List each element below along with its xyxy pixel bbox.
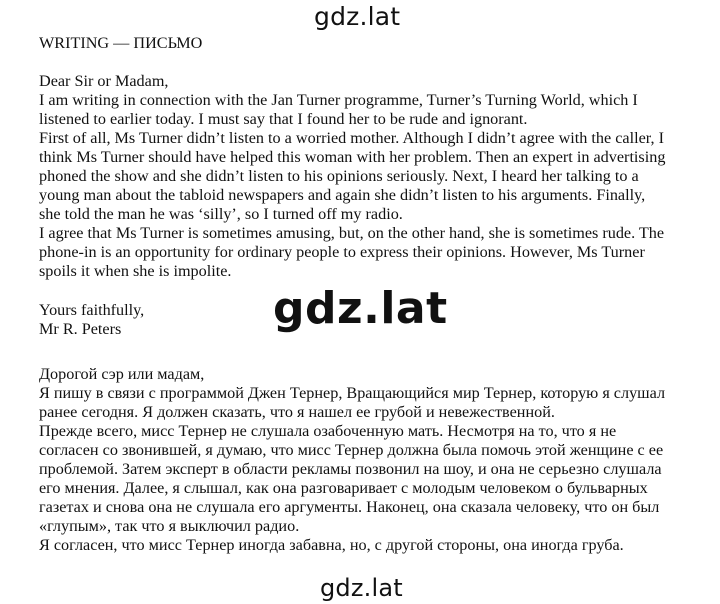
russian-line: Я пишу в связи с программой Джен Тернер, Вращающийся мир Тернер, которую я слушал: [39, 384, 666, 402]
english-line: spoils it when she is impolite.: [39, 262, 232, 280]
english-closing: Yours faithfully,: [39, 301, 145, 319]
russian-greeting: Дорогой сэр или мадам,: [39, 365, 205, 383]
watermark-middle: gdz.lat: [273, 283, 448, 334]
watermark-bottom: gdz.lat: [320, 574, 403, 602]
english-greeting: Dear Sir or Madam,: [39, 72, 169, 90]
english-line: she told the man he was ‘silly’, so I turned off my radio.: [39, 205, 403, 223]
russian-line: ранее сегодня. Я должен сказать, что я нашел ее грубой и невежественной.: [39, 403, 555, 421]
english-line: I agree that Ms Turner is sometimes amusing, but, on the other hand, she is sometimes rude. The: [39, 224, 665, 242]
english-line: listened to earlier today. I must say that I found her to be rude and ignorant.: [39, 110, 528, 128]
russian-line: Я согласен, что мисс Тернер иногда забавна, но, с другой стороны, она иногда груба.: [39, 536, 624, 554]
russian-line: проблемой. Затем эксперт в области рекламы позвонил на шоу, и она не серьезно слушала: [39, 460, 662, 478]
russian-line: газетах и снова она не слушала его аргументы. Наконец, она сказала человеку, что он был: [39, 498, 660, 516]
russian-line: Прежде всего, мисс Тернер не слушала озабоченную мать. Несмотря на то, что я не: [39, 422, 617, 440]
english-line: I am writing in connection with the Jan Turner programme, Turner’s Turning World, which I: [39, 91, 638, 109]
russian-line: согласен со звонившей, я думаю, что мисс Тернер должна была помочь этой женщине с ее: [39, 441, 664, 459]
english-line: First of all, Ms Turner didn’t listen to a worried mother. Although I didn’t agree with the caller, I: [39, 129, 665, 147]
english-line: phoned the show and she didn’t listen to his opinions seriously. Next, I heard her talking to a: [39, 167, 639, 185]
english-line: young man about the tabloid newspapers and again she didn’t listen to his arguments. Finally,: [39, 186, 646, 204]
english-signature: Mr R. Peters: [39, 320, 122, 338]
watermark-top: gdz.lat: [314, 2, 401, 31]
document-heading: WRITING — ПИСЬМО: [39, 34, 203, 52]
russian-line: «глупым», так что я выключил радио.: [39, 517, 300, 535]
english-line: think Ms Turner should have helped this woman with her problem. Then an expert in advertising: [39, 148, 666, 166]
russian-line: его мнения. Далее, я слышал, как она разговаривает с молодым человеком о бульварных: [39, 479, 648, 497]
english-line: phone-in is an opportunity for ordinary people to express their opinions. However, Ms Turner: [39, 243, 645, 261]
